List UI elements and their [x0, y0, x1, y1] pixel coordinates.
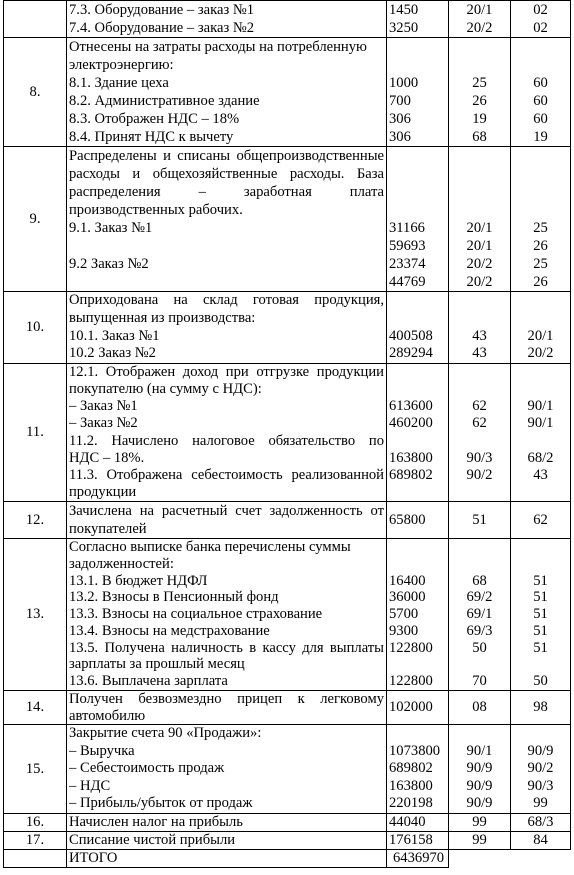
entry-description: [67, 832, 387, 850]
entry-debit-account: [449, 364, 511, 502]
entry-amount-line: 689802: [389, 466, 433, 483]
entry-amount-line: 23374: [389, 256, 426, 272]
entry-description-line: Закрытие счета 90 «Продажи»:: [69, 725, 262, 742]
entry-debit-account-line: [451, 201, 508, 219]
entry-credit-account-line: [513, 381, 568, 398]
entry-credit-account-line: [513, 38, 568, 56]
entry-debit-account-line: [451, 310, 508, 328]
entry-credit-account-line: 26: [533, 274, 548, 290]
entry-amount-line: [389, 433, 446, 450]
entry-debit-account-line: 99: [472, 814, 487, 830]
entry-description-line: покупателей: [69, 521, 147, 537]
entry-debit-account-line: [451, 147, 508, 165]
entry-debit-account: [449, 691, 511, 725]
entry-description-line: Списание чистой прибыли: [69, 832, 236, 848]
entry-description-line: – НДС: [69, 777, 111, 794]
entry-credit-account-line: 60: [533, 111, 548, 127]
entry-description-line: – Прибыль/убыток от продаж: [69, 795, 253, 812]
entry-credit-account-line: 20/2: [527, 345, 554, 362]
entry-debit-account: [449, 832, 511, 850]
entry-credit-account-line: [513, 433, 568, 450]
entry-debit-account-line: [451, 381, 508, 398]
entry-amount-line: 163800: [389, 449, 433, 466]
entry-description-line: 10.1. Заказ №1: [69, 327, 160, 344]
entry-debit-account-line: [451, 56, 508, 74]
entry-description: [67, 38, 387, 147]
entry-credit-account-line: 02: [533, 20, 548, 36]
entry-credit-account-line: [513, 539, 568, 556]
entry-credit-account-line: 99: [533, 795, 548, 812]
entry-description-line: покупателю (на сумму с НДС):: [69, 381, 262, 398]
entry-amount-line: [389, 656, 446, 673]
entry-debit-account-line: [451, 38, 508, 56]
entry-amount: [387, 1, 449, 38]
entry-number: 14.: [4, 691, 67, 725]
table-row: [4, 832, 571, 850]
entry-amount-line: 700: [389, 93, 411, 109]
table-row: [4, 292, 571, 364]
table-row: [4, 38, 571, 147]
entry-debit-account-line: 90/9: [466, 795, 493, 812]
entry-number: 9.: [4, 147, 67, 292]
entry-number: 10.: [4, 292, 67, 364]
entry-debit-account-line: 51: [472, 512, 487, 528]
entry-number: [4, 1, 67, 38]
entry-number: 15.: [4, 725, 67, 814]
entry-credit-account: [511, 292, 571, 364]
entry-amount-line: 122800: [389, 639, 433, 656]
entry-debit-account-line: [451, 183, 508, 201]
entry-description-line: 11.3. Отображена себестоимость реализованной: [69, 466, 384, 483]
entry-amount-line: 176158: [389, 832, 433, 848]
entry-credit-account-line: [513, 292, 568, 310]
entry-description-line: – Себестоимость продаж: [69, 760, 225, 777]
entry-debit-account-line: 90/2: [466, 466, 493, 483]
entry-credit-account-line: 68/3: [527, 814, 554, 830]
entry-credit-account-line: 51: [533, 589, 548, 606]
entry-description-line: 8.1. Здание цеха: [69, 75, 169, 91]
entry-description-line: электроэнергию:: [69, 57, 174, 73]
entry-description-line: НДС – 18%.: [69, 449, 145, 466]
entry-amount: [387, 725, 449, 814]
entry-debit-account-line: 62: [472, 415, 487, 432]
entry-description-line: 13.6. Выплачена зарплата: [69, 673, 228, 690]
entry-amount-line: 400508: [389, 327, 433, 344]
entry-amount-line: 163800: [389, 777, 433, 794]
entry-description-line: 13.1. В бюджет НДФЛ: [69, 572, 208, 589]
entry-amount-line: 306: [389, 129, 411, 145]
entry-description-line: 11.2. Начислено налоговое обязательство по: [69, 432, 384, 449]
entry-credit-account-line: 98: [533, 699, 548, 715]
entry-amount-line: 9300: [389, 622, 419, 639]
entry-credit-account-line: [513, 165, 568, 183]
entry-amount-line: 460200: [389, 415, 433, 432]
entry-description: [67, 539, 387, 691]
entry-description-line: 7.3. Оборудование – заказ №1: [69, 2, 255, 18]
entry-credit-account: [511, 539, 571, 691]
entry-amount-line: [389, 38, 446, 56]
entry-amount-line: [389, 56, 446, 74]
entry-amount-line: [389, 147, 446, 165]
entry-amount-line: 102000: [389, 699, 433, 715]
entry-debit-account-line: 69/3: [466, 622, 493, 639]
entry-description-line: – Заказ №2: [69, 415, 138, 432]
entry-amount-line: [389, 183, 446, 201]
entry-debit-account-line: 90/9: [466, 777, 493, 794]
entry-amount-line: [389, 484, 446, 501]
entry-description-line: 13.3. Взносы на социальное страхование: [69, 606, 323, 623]
entry-amount-line: 306: [389, 111, 411, 127]
entry-amount: [387, 832, 449, 850]
entry-credit-account-line: [513, 183, 568, 201]
entry-description: [67, 814, 387, 832]
entry-description-line: [69, 237, 384, 255]
entry-debit-account-line: 69/2: [466, 589, 493, 606]
entry-amount-line: 59693: [389, 238, 426, 254]
entry-debit-account-line: [451, 656, 508, 673]
entry-debit-account-line: 68: [472, 572, 487, 589]
entry-debit-account-line: 90/1: [466, 742, 493, 759]
entry-description-line: [69, 273, 384, 291]
entry-credit-account-line: [513, 364, 568, 381]
entry-debit-account-line: 43: [472, 327, 487, 344]
entry-credit-account-line: 90/2: [527, 760, 554, 777]
entry-credit-account-line: [513, 656, 568, 673]
entry-debit-account: [449, 539, 511, 691]
entry-description-line: 7.4. Оборудование – заказ №2: [69, 20, 255, 36]
entry-debit-account-line: 20/1: [466, 2, 493, 18]
total-row: [4, 850, 571, 868]
entry-description-line: 10.2 Заказ №2: [69, 345, 156, 362]
entry-amount-line: 44769: [389, 274, 426, 290]
entry-credit-account: [511, 364, 571, 502]
entry-amount-line: 689802: [389, 760, 433, 777]
table-row: [4, 814, 571, 832]
entry-credit-account-line: 90/1: [527, 415, 554, 432]
entry-credit-account-line: 25: [533, 256, 548, 272]
entry-description: [67, 292, 387, 364]
entry-debit-account-line: 68: [472, 129, 487, 145]
entry-debit-account-line: 19: [472, 111, 487, 127]
entry-description-line: 8.2. Административное здание: [69, 93, 260, 109]
table-row: [4, 725, 571, 814]
entry-amount-line: 289294: [389, 345, 433, 362]
entry-amount: [387, 814, 449, 832]
entry-credit-account-line: 68/2: [527, 449, 554, 466]
entry-debit-account-line: 69/1: [466, 606, 493, 623]
entry-amount-line: [389, 292, 446, 310]
entry-credit-account-line: [513, 484, 568, 501]
entry-description-line: Зачислена на расчетный счет задолженность от: [69, 503, 384, 519]
entry-description-line: 12.1. Отображен доход при отгрузке продукции: [69, 364, 384, 380]
entry-amount-line: 3250: [389, 20, 419, 36]
entry-description-line: автомобилю: [69, 707, 146, 724]
entry-amount: [387, 539, 449, 691]
entry-debit-account-line: 20/1: [466, 238, 493, 254]
entry-credit-account-line: [513, 310, 568, 328]
entry-credit-account-line: 51: [533, 639, 548, 656]
entry-amount-line: [389, 165, 446, 183]
entry-description-line: Распределены и списаны общепроизводственные: [69, 148, 384, 164]
entry-debit-account-line: 62: [472, 398, 487, 415]
entry-amount-line: 44040: [389, 814, 426, 830]
entry-description: [67, 725, 387, 814]
entry-amount-line: 36000: [389, 589, 426, 606]
entry-amount-line: 220198: [389, 795, 433, 812]
entry-amount-line: 65800: [389, 512, 426, 528]
entry-debit-account-line: [451, 539, 508, 556]
entry-amount-line: 1000: [389, 75, 419, 91]
entry-description-line: 13.2. Взносы в Пенсионный фонд: [69, 589, 279, 606]
total-amount: 6436970: [387, 850, 449, 868]
entry-description-line: производственных рабочих.: [69, 202, 243, 218]
total-empty-cell: [511, 850, 571, 868]
entry-debit-account-line: 20/2: [466, 20, 493, 36]
entry-amount: [387, 38, 449, 147]
entry-amount: [387, 147, 449, 292]
entry-debit-account: [449, 1, 511, 38]
entry-credit-account: [511, 147, 571, 292]
entry-credit-account: [511, 502, 571, 539]
table-row: [4, 502, 571, 539]
entry-credit-account: [511, 725, 571, 814]
entry-debit-account: [449, 814, 511, 832]
entry-amount-line: 1450: [389, 2, 419, 18]
entry-debit-account-line: 99: [472, 832, 487, 848]
entry-credit-account-line: 51: [533, 622, 548, 639]
entry-description-line: расходы и общехозяйственные расходы. База: [69, 166, 384, 182]
entry-amount-line: 122800: [389, 673, 433, 690]
entry-debit-account-line: [451, 292, 508, 310]
table-row: [4, 364, 571, 502]
entry-number: 11.: [4, 364, 67, 502]
entry-credit-account-line: 84: [533, 832, 548, 848]
entry-debit-account-line: 90/3: [466, 449, 493, 466]
entry-debit-account-line: 26: [472, 93, 487, 109]
entry-amount-line: [389, 539, 446, 556]
entry-debit-account: [449, 38, 511, 147]
table-row: [4, 1, 571, 38]
entry-credit-account-line: 25: [533, 220, 548, 236]
entry-debit-account: [449, 502, 511, 539]
entry-description-line: Отнесены на затраты расходы на потребленную: [69, 39, 367, 55]
entry-credit-account-line: 51: [533, 572, 548, 589]
entry-amount: [387, 691, 449, 725]
entry-amount-line: [389, 364, 446, 381]
entry-debit-account-line: 25: [472, 75, 487, 91]
entry-number: 17.: [4, 832, 67, 850]
entry-credit-account-line: [513, 147, 568, 165]
entry-credit-account-line: [513, 56, 568, 74]
journal-body: [4, 1, 571, 868]
entry-amount-line: [389, 201, 446, 219]
table-row: [4, 691, 571, 725]
entry-debit-account-line: [451, 364, 508, 381]
entry-number: 8.: [4, 38, 67, 147]
entry-debit-account: [449, 725, 511, 814]
entry-amount-line: 31166: [389, 220, 425, 236]
entry-amount-line: 16400: [389, 572, 426, 589]
entry-debit-account-line: 20/1: [466, 220, 493, 236]
entry-credit-account-line: 19: [533, 129, 548, 145]
entry-number: 16.: [4, 814, 67, 832]
entry-amount-line: [389, 725, 446, 743]
journal-table: [3, 0, 571, 868]
entry-credit-account-line: 60: [533, 75, 548, 91]
entry-description-line: 8.3. Отображен НДС – 18%: [69, 111, 240, 127]
entry-credit-account-line: 43: [533, 466, 548, 483]
table-row: [4, 539, 571, 691]
entry-description-line: – Заказ №1: [69, 398, 138, 415]
entry-credit-account-line: 90/1: [527, 398, 554, 415]
entry-credit-account: [511, 832, 571, 850]
entry-credit-account-line: [513, 556, 568, 573]
entry-description-line: распределения – заработная плата: [69, 184, 384, 200]
entry-description: [67, 364, 387, 502]
entry-amount: [387, 502, 449, 539]
entry-description-line: зарплаты за прошлый месяц: [69, 656, 245, 673]
entry-description: [67, 147, 387, 292]
entry-description-line: 13.4. Взносы на медстрахование: [69, 622, 270, 639]
entry-description-line: Оприходована на склад готовая продукция,: [69, 292, 384, 308]
entry-description: [67, 1, 387, 38]
entry-description: [67, 691, 387, 725]
table-row: [4, 147, 571, 292]
entry-credit-account-line: 62: [533, 512, 548, 528]
entry-amount-line: [389, 381, 446, 398]
entry-credit-account: [511, 691, 571, 725]
entry-credit-account-line: 51: [533, 606, 548, 623]
entry-debit-account-line: [451, 433, 508, 450]
entry-credit-account: [511, 814, 571, 832]
entry-description-line: 9.1. Заказ №1: [69, 220, 153, 236]
entry-credit-account-line: 50: [533, 673, 548, 690]
entry-description-line: Начислен налог на прибыль: [69, 814, 243, 830]
entry-credit-account-line: [513, 201, 568, 219]
entry-debit-account-line: 50: [472, 639, 487, 656]
entry-credit-account-line: 20/1: [527, 327, 554, 344]
entry-debit-account-line: 08: [472, 699, 487, 715]
entry-amount: [387, 364, 449, 502]
entry-debit-account-line: 90/9: [466, 760, 493, 777]
entry-description-line: выпущенная из производства:: [69, 309, 256, 326]
entry-description-line: 8.4. Принят НДС к вычету: [69, 129, 234, 145]
entry-credit-account-line: 60: [533, 93, 548, 109]
entry-debit-account-line: 43: [472, 345, 487, 362]
entry-amount-line: 5700: [389, 606, 419, 623]
entry-credit-account-line: 90/3: [527, 777, 554, 794]
entry-credit-account-line: 90/9: [527, 742, 554, 759]
entry-credit-account-line: 26: [533, 238, 548, 254]
entry-credit-account: [511, 1, 571, 38]
entry-debit-account-line: [451, 556, 508, 573]
entry-debit-account-line: [451, 484, 508, 501]
entry-description-line: продукции: [69, 483, 137, 500]
entry-debit-account-line: 70: [472, 673, 487, 690]
entry-credit-account-line: [513, 725, 568, 743]
entry-number: 13.: [4, 539, 67, 691]
entry-amount-line: [389, 310, 446, 328]
entry-description-line: 13.5. Получена наличность в кассу для выплаты: [69, 639, 384, 656]
entry-amount-line: [389, 556, 446, 573]
total-empty-cell: [4, 850, 67, 868]
entry-description-line: – Выручка: [69, 742, 135, 759]
entry-description-line: задолженностей:: [69, 555, 174, 572]
total-label: ИТОГО: [67, 850, 387, 868]
entry-amount-line: 613600: [389, 398, 433, 415]
entry-debit-account: [449, 292, 511, 364]
entry-description: [67, 502, 387, 539]
entry-credit-account-line: 02: [533, 2, 548, 18]
entry-debit-account-line: 20/2: [466, 274, 493, 290]
entry-debit-account-line: 20/2: [466, 256, 493, 272]
entry-amount-line: 1073800: [389, 742, 441, 759]
entry-amount: [387, 292, 449, 364]
entry-debit-account: [449, 147, 511, 292]
entry-description-line: Согласно выписке банка перечислены суммы: [69, 539, 351, 556]
entry-description-line: 9.2 Заказ №2: [69, 256, 149, 272]
entry-debit-account-line: [451, 725, 508, 743]
entry-debit-account-line: [451, 165, 508, 183]
total-empty-cell: [449, 850, 511, 868]
entry-number: 12.: [4, 502, 67, 539]
entry-description-line: Получен безвозмездно прицеп к легковому: [69, 691, 384, 707]
entry-credit-account: [511, 38, 571, 147]
